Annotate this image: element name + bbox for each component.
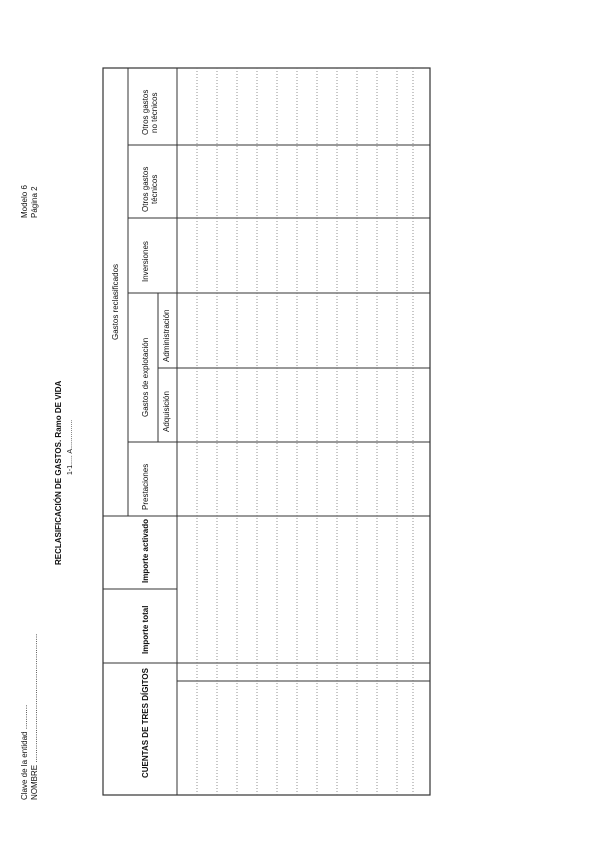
- col-gastos-explotacion: Gastos de explotación: [141, 337, 150, 417]
- col-otros-tecnicos-line2: técnicos: [150, 174, 159, 204]
- clave-entidad-label: Clave de la entidad ...........: [20, 704, 29, 800]
- col-inversiones: Inversiones: [141, 241, 150, 282]
- col-prestaciones: Prestaciones: [141, 463, 150, 510]
- col-importe-total: Importe total: [141, 605, 150, 654]
- col-otros-no-tecnicos-line1: Otros gastos: [141, 89, 150, 135]
- pagina-label: Página 2: [30, 186, 39, 218]
- col-cuentas: CUENTAS DE TRES DÍGITOS: [141, 668, 150, 778]
- col-importe-activado: Importe activado: [141, 518, 150, 583]
- col-administracion: Administración: [162, 309, 171, 362]
- report-date-line: 1-1..... A...............: [67, 419, 74, 475]
- modelo-label: Modelo 6: [20, 185, 29, 218]
- col-adquisicion: Adquisición: [162, 391, 171, 432]
- col-gastos-reclasificados: Gastos reclasificados: [111, 263, 120, 340]
- col-otros-no-tecnicos-line2: no técnicos: [150, 92, 159, 133]
- nombre-label: NOMBRE ..........................................................: [30, 633, 39, 800]
- col-otros-tecnicos-line1: Otros gastos: [141, 166, 150, 212]
- report-title: RECLASIFICACIÓN DE GASTOS. Ramo DE VIDA: [54, 380, 63, 565]
